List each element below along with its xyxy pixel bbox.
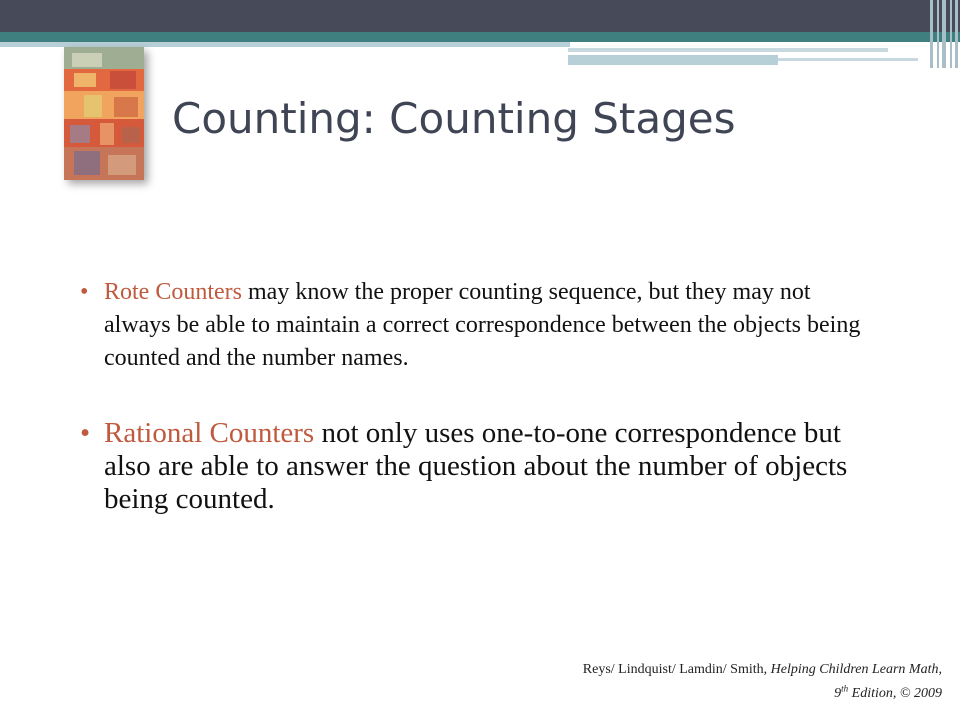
decor-stripe xyxy=(568,48,888,52)
citation-line-2 xyxy=(583,679,942,703)
bullet-item xyxy=(80,417,870,516)
bullet-text: may know the proper counting sequence, but they may not always be able to maintain a correct correspondence between the objects being counted and the number names. xyxy=(104,279,861,371)
decor-stripe xyxy=(778,58,918,61)
decor-stripe xyxy=(568,55,778,65)
bullet-term: Rote Counters xyxy=(104,279,242,305)
citation-edition-rest: Edition, © 2009 xyxy=(848,685,942,701)
citation-edition-suffix: th xyxy=(841,683,849,693)
decor-vertical-lines xyxy=(928,0,960,70)
citation-book-title: Helping Children Learn Math, xyxy=(770,662,942,677)
citation-edition-number: 9 xyxy=(834,685,842,701)
bullet-text: not only uses one-to-one correspondence but also are able to answer the question about the number of objects being counted. xyxy=(104,417,848,515)
slide-title: Counting: Counting Stages xyxy=(172,94,736,143)
top-accent-bar xyxy=(0,32,960,42)
top-bar xyxy=(0,0,960,32)
bullet-item xyxy=(80,276,870,375)
bullet-marker: • xyxy=(80,417,91,449)
bullet-marker: • xyxy=(80,279,89,305)
citation-authors: Reys/ Lindquist/ Lamdin/ Smith, xyxy=(582,662,771,677)
bullet-term: Rational Counters xyxy=(104,417,315,449)
citation-line-1 xyxy=(583,660,942,679)
decorative-painting-image xyxy=(64,47,144,180)
citation xyxy=(583,660,942,703)
bullet-list xyxy=(80,276,870,516)
